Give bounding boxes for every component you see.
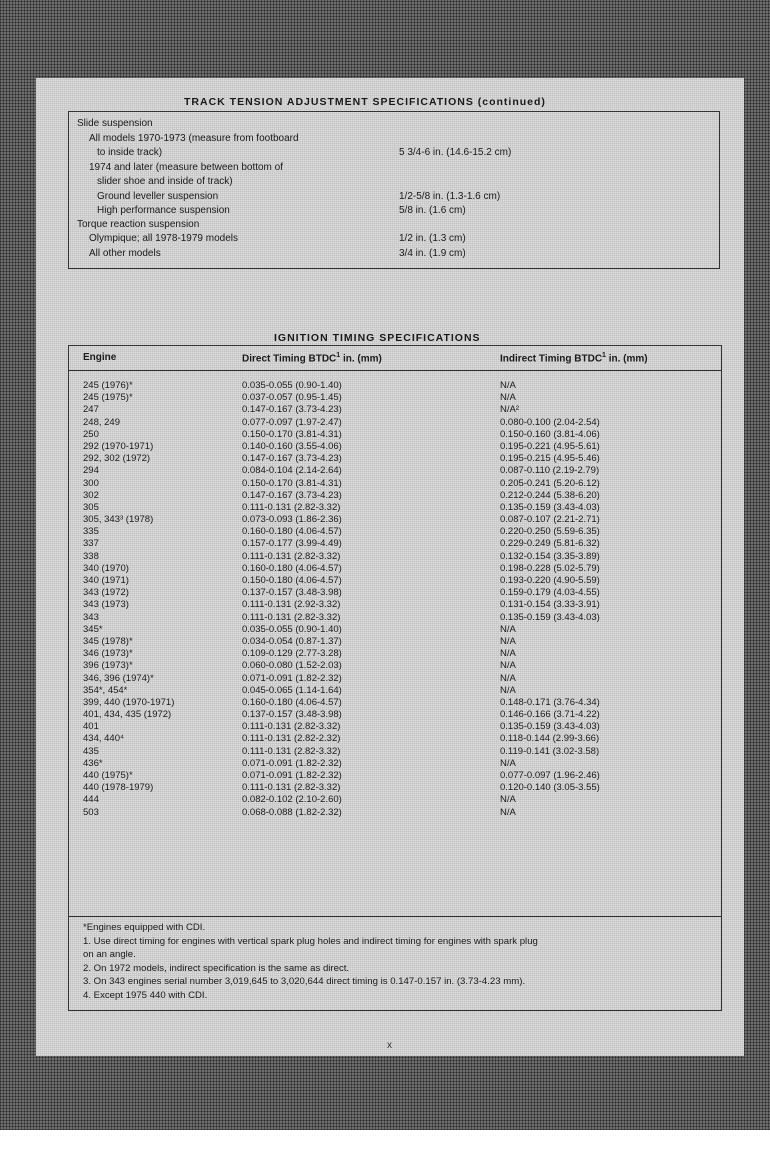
direct-timing-cell: 0.035-0.055 (0.90-1.40) xyxy=(242,623,342,635)
indirect-timing-cell: 0.195-0.215 (4.95-5.46) xyxy=(500,453,600,465)
direct-timing-cell: 0.111-0.131 (2.82-2.32) xyxy=(242,733,341,745)
table-row xyxy=(69,404,721,416)
footnote-marker: 1 xyxy=(602,352,606,359)
table-row xyxy=(69,490,721,502)
table-row xyxy=(69,807,721,819)
direct-timing-cell: 0.111-0.131 (2.82-3.32) xyxy=(242,550,341,562)
indirect-timing-cell: 0.220-0.250 (5.59-6.35) xyxy=(500,526,600,538)
engine-cell: 434, 440⁴ xyxy=(83,733,125,745)
engine-cell: 440 (1975)* xyxy=(83,770,133,781)
table-row xyxy=(69,526,721,538)
table-row xyxy=(69,758,721,770)
engine-cell: 335 xyxy=(83,526,99,538)
table-row xyxy=(69,624,721,636)
direct-timing-cell: 0.111-0.131 (2.82-3.32) xyxy=(242,721,341,733)
engine-cell: 245 (1975)* xyxy=(83,392,133,404)
notes-rule xyxy=(69,916,721,917)
indirect-timing-cell: 0.212-0.244 (5.38-6.20) xyxy=(500,489,600,501)
indirect-timing-cell: N/A xyxy=(500,635,516,647)
engine-cell: 337 xyxy=(83,538,99,550)
direct-timing-cell: 0.111-0.131 (2.82-3.32) xyxy=(242,782,341,794)
direct-timing-cell: 0.082-0.102 (2.10-2.60) xyxy=(242,794,342,806)
indirect-timing-cell: 0.131-0.154 (3.33-3.91) xyxy=(500,599,600,611)
track-tension-box xyxy=(68,111,720,269)
table-row xyxy=(69,551,721,563)
direct-timing-cell: 0.160-0.180 (4.06-4.57) xyxy=(242,696,342,708)
engine-cell: 292 (1970-1971) xyxy=(83,440,154,452)
col-header-indirect xyxy=(500,352,648,364)
track-row-label: High performance suspension xyxy=(97,205,230,216)
direct-timing-cell: 0.073-0.093 (1.86-2.36) xyxy=(242,514,342,526)
direct-timing-cell: 0.111-0.131 (2.82-3.32) xyxy=(242,745,341,757)
engine-cell: 401 xyxy=(83,721,99,733)
header-rule xyxy=(69,370,721,371)
indirect-timing-cell: 0.132-0.154 (3.35-3.89) xyxy=(500,550,600,562)
table-row xyxy=(69,685,721,697)
indirect-timing-cell: N/A xyxy=(500,380,516,391)
direct-timing-cell: 0.068-0.088 (1.82-2.32) xyxy=(242,806,342,818)
engine-cell: 305, 343³ (1978) xyxy=(83,514,154,526)
indirect-timing-cell: 0.150-0.160 (3.81-4.06) xyxy=(500,428,600,440)
indirect-timing-cell: N/A xyxy=(500,623,516,635)
engine-cell: 250 xyxy=(83,428,99,440)
ignition-table-box xyxy=(68,345,722,1011)
footnote: 3. On 343 engines serial number 3,019,645 to 3,020,644 direct timing is 0.147-0.157 in. (3.73-4.23 mm). xyxy=(83,976,526,987)
indirect-timing-cell: 0.135-0.159 (3.43-4.03) xyxy=(500,611,600,623)
track-row-label: 1974 and later (measure between bottom of xyxy=(89,162,284,173)
table-row xyxy=(69,478,721,490)
page-number: x xyxy=(387,1040,392,1051)
table-row xyxy=(69,380,721,392)
indirect-timing-cell: 0.195-0.221 (4.95-5.61) xyxy=(500,440,600,452)
table-row xyxy=(69,636,721,648)
engine-cell: 444 xyxy=(83,794,99,806)
indirect-timing-cell: N/A xyxy=(500,648,516,660)
indirect-timing-cell: 0.118-0.144 (2.99-3.66) xyxy=(500,733,600,745)
engine-cell: 346, 396 (1974)* xyxy=(83,672,154,684)
track-row-label: Olympique; all 1978-1979 models xyxy=(89,233,238,244)
engine-cell: 343 (1973) xyxy=(83,599,129,611)
track-row-label: All other models xyxy=(89,248,161,259)
engine-cell: 399, 440 (1970-1971) xyxy=(83,696,175,708)
direct-timing-cell: 0.147-0.167 (3.73-4.23) xyxy=(242,489,342,501)
table-row xyxy=(69,465,721,477)
direct-timing-cell: 0.137-0.157 (3.48-3.98) xyxy=(242,709,342,721)
table-row xyxy=(69,538,721,550)
ignition-notes xyxy=(83,921,713,1002)
table-row xyxy=(69,429,721,441)
indirect-timing-cell: N/A xyxy=(500,757,516,769)
engine-cell: 436* xyxy=(83,757,103,769)
track-row-value: 5/8 in. (1.6 cm) xyxy=(399,205,466,216)
direct-timing-cell: 0.071-0.091 (1.82-2.32) xyxy=(242,757,342,769)
footnote-marker: 1 xyxy=(336,352,341,359)
document-page xyxy=(36,78,744,1056)
indirect-timing-cell: N/A xyxy=(500,806,516,818)
footnote: 2. On 1972 models, indirect specification is the same as direct. xyxy=(83,962,350,974)
table-row xyxy=(69,612,721,624)
engine-cell: 345 (1978)* xyxy=(83,635,133,647)
direct-timing-cell: 0.034-0.054 (0.87-1.37) xyxy=(242,635,342,647)
engine-cell: 354*, 454* xyxy=(83,684,128,696)
engine-cell: 396 (1973)* xyxy=(83,660,133,672)
track-row-label: slider shoe and inside of track) xyxy=(97,176,233,187)
indirect-timing-cell: 0.146-0.166 (3.71-4.22) xyxy=(500,709,600,721)
track-row-label: Slide suspension xyxy=(77,118,153,129)
table-row xyxy=(69,770,721,782)
indirect-timing-cell: N/A xyxy=(500,672,516,684)
direct-timing-cell: 0.111-0.131 (2.82-3.32) xyxy=(242,611,341,623)
track-row-label: All models 1970-1973 (measure from footboard xyxy=(89,133,299,144)
table-row xyxy=(69,709,721,721)
direct-timing-cell: 0.137-0.157 (3.48-3.98) xyxy=(242,587,342,599)
direct-timing-cell: 0.109-0.129 (2.77-3.28) xyxy=(242,648,342,660)
table-row xyxy=(69,453,721,465)
track-row-label: Torque reaction suspension xyxy=(77,219,200,230)
indirect-timing-cell: 0.080-0.100 (2.04-2.54) xyxy=(500,416,600,428)
indirect-timing-cell: 0.135-0.159 (3.43-4.03) xyxy=(500,501,600,513)
engine-cell: 302 xyxy=(83,489,99,501)
table-row xyxy=(69,441,721,453)
engine-cell: 503 xyxy=(83,806,99,818)
engine-cell: 305 xyxy=(83,501,99,513)
direct-timing-cell: 0.157-0.177 (3.99-4.49) xyxy=(242,538,342,550)
direct-timing-cell: 0.160-0.180 (4.06-4.57) xyxy=(242,526,342,538)
direct-timing-cell: 0.084-0.104 (2.14-2.64) xyxy=(242,465,342,477)
engine-cell: 300 xyxy=(83,477,99,489)
direct-timing-cell: 0.111-0.131 (2.92-3.32) xyxy=(242,599,341,611)
indirect-timing-cell: 0.198-0.228 (5.02-5.79) xyxy=(500,562,600,574)
direct-timing-cell: 0.071-0.091 (1.82-2.32) xyxy=(242,672,342,684)
direct-timing-cell: 0.071-0.091 (1.82-2.32) xyxy=(242,770,342,781)
indirect-timing-cell: 0.148-0.171 (3.76-4.34) xyxy=(500,696,600,708)
engine-cell: 294 xyxy=(83,465,99,477)
table-row xyxy=(69,563,721,575)
engine-cell: 247 xyxy=(83,404,99,416)
engine-cell: 340 (1971) xyxy=(83,575,129,586)
col-header-indirect-unit: in. (mm) xyxy=(605,353,648,365)
track-tension-title: TRACK TENSION ADJUSTMENT SPECIFICATIONS (continued) xyxy=(184,96,546,108)
indirect-timing-cell: 0.077-0.097 (1.96-2.46) xyxy=(500,770,600,781)
track-row-label: Ground leveller suspension xyxy=(97,191,219,202)
engine-cell: 401, 434, 435 (1972) xyxy=(83,709,172,721)
engine-cell: 345* xyxy=(83,623,103,635)
indirect-timing-cell: 0.159-0.179 (4.03-4.55) xyxy=(500,587,600,599)
direct-timing-cell: 0.111-0.131 (2.82-3.32) xyxy=(242,501,341,513)
indirect-timing-cell: 0.193-0.220 (4.90-5.59) xyxy=(500,575,600,586)
table-row xyxy=(69,599,721,611)
track-row-value: 1/2-5/8 in. (1.3-1.6 cm) xyxy=(399,191,501,202)
track-row-value: 3/4 in. (1.9 cm) xyxy=(399,248,466,259)
col-header-direct-label: Direct Timing BTDC xyxy=(242,353,337,365)
engine-cell: 346 (1973)* xyxy=(83,648,133,660)
table-row xyxy=(69,733,721,745)
direct-timing-cell: 0.160-0.180 (4.06-4.57) xyxy=(242,562,342,574)
engine-cell: 440 (1978-1979) xyxy=(83,782,154,794)
footnote: 1. Use direct timing for engines with vertical spark plug holes and indirect timing for engines with spark plug xyxy=(83,935,538,947)
engine-cell: 245 (1976)* xyxy=(83,380,133,391)
table-row xyxy=(69,673,721,685)
direct-timing-cell: 0.150-0.180 (4.06-4.57) xyxy=(242,575,342,586)
indirect-timing-cell: 0.135-0.159 (3.43-4.03) xyxy=(500,721,600,733)
indirect-timing-cell: 0.229-0.249 (5.81-6.32) xyxy=(500,538,600,550)
table-row xyxy=(69,587,721,599)
indirect-timing-cell: N/A xyxy=(500,392,516,404)
engine-cell: 343 xyxy=(83,611,99,623)
direct-timing-cell: 0.140-0.160 (3.55-4.06) xyxy=(242,440,342,452)
indirect-timing-cell: 0.087-0.110 (2.19-2.79) xyxy=(500,465,600,477)
indirect-timing-cell: N/A xyxy=(500,794,516,806)
indirect-timing-cell: N/A xyxy=(500,660,516,672)
direct-timing-cell: 0.147-0.167 (3.73-4.23) xyxy=(242,453,342,465)
footnote: 4. Except 1975 440 with CDI. xyxy=(83,989,208,1001)
engine-cell: 248, 249 xyxy=(83,416,120,428)
col-header-engine: Engine xyxy=(83,352,117,363)
direct-timing-cell: 0.077-0.097 (1.97-2.47) xyxy=(242,416,342,428)
indirect-timing-cell: N/A² xyxy=(500,404,519,416)
col-header-direct-unit: in. (mm) xyxy=(340,353,382,365)
track-row-label: to inside track) xyxy=(97,147,163,158)
direct-timing-cell: 0.037-0.057 (0.95-1.45) xyxy=(242,392,342,404)
indirect-timing-cell: 0.205-0.241 (5.20-6.12) xyxy=(500,477,600,489)
ignition-table-body xyxy=(69,380,721,819)
table-row xyxy=(69,575,721,587)
indirect-timing-cell: 0.087-0.107 (2.21-2.71) xyxy=(500,514,600,526)
table-row xyxy=(69,746,721,758)
table-row xyxy=(69,721,721,733)
table-row xyxy=(69,417,721,429)
direct-timing-cell: 0.150-0.170 (3.81-4.31) xyxy=(242,428,342,440)
table-row xyxy=(69,648,721,660)
indirect-timing-cell: 0.120-0.140 (3.05-3.55) xyxy=(500,782,600,794)
engine-cell: 338 xyxy=(83,550,99,562)
col-header-indirect-label: Indirect Timing BTDC xyxy=(500,353,603,365)
track-row-value: 1/2 in. (1.3 cm) xyxy=(399,233,466,244)
table-row xyxy=(69,392,721,404)
col-header-direct xyxy=(242,352,382,364)
direct-timing-cell: 0.035-0.055 (0.90-1.40) xyxy=(242,380,342,391)
table-row xyxy=(69,794,721,806)
direct-timing-cell: 0.147-0.167 (3.73-4.23) xyxy=(242,404,342,416)
engine-cell: 292, 302 (1972) xyxy=(83,453,151,465)
direct-timing-cell: 0.060-0.080 (1.52-2.03) xyxy=(242,660,342,672)
table-row xyxy=(69,514,721,526)
table-row xyxy=(69,660,721,672)
engine-cell: 340 (1970) xyxy=(83,562,129,574)
track-row-value: 5 3/4-6 in. (14.6-15.2 cm) xyxy=(399,147,512,158)
indirect-timing-cell: N/A xyxy=(500,684,516,696)
direct-timing-cell: 0.150-0.170 (3.81-4.31) xyxy=(242,477,342,489)
table-row xyxy=(69,697,721,709)
engine-cell: 343 (1972) xyxy=(83,587,129,599)
ignition-title: IGNITION TIMING SPECIFICATIONS xyxy=(274,332,481,344)
table-row xyxy=(69,502,721,514)
footnote: *Engines equipped with CDI. xyxy=(83,922,206,933)
table-row xyxy=(69,782,721,794)
engine-cell: 435 xyxy=(83,745,99,757)
direct-timing-cell: 0.045-0.065 (1.14-1.64) xyxy=(242,684,342,696)
footnote: on an angle. xyxy=(83,949,136,960)
indirect-timing-cell: 0.119-0.141 (3.02-3.58) xyxy=(500,745,600,757)
